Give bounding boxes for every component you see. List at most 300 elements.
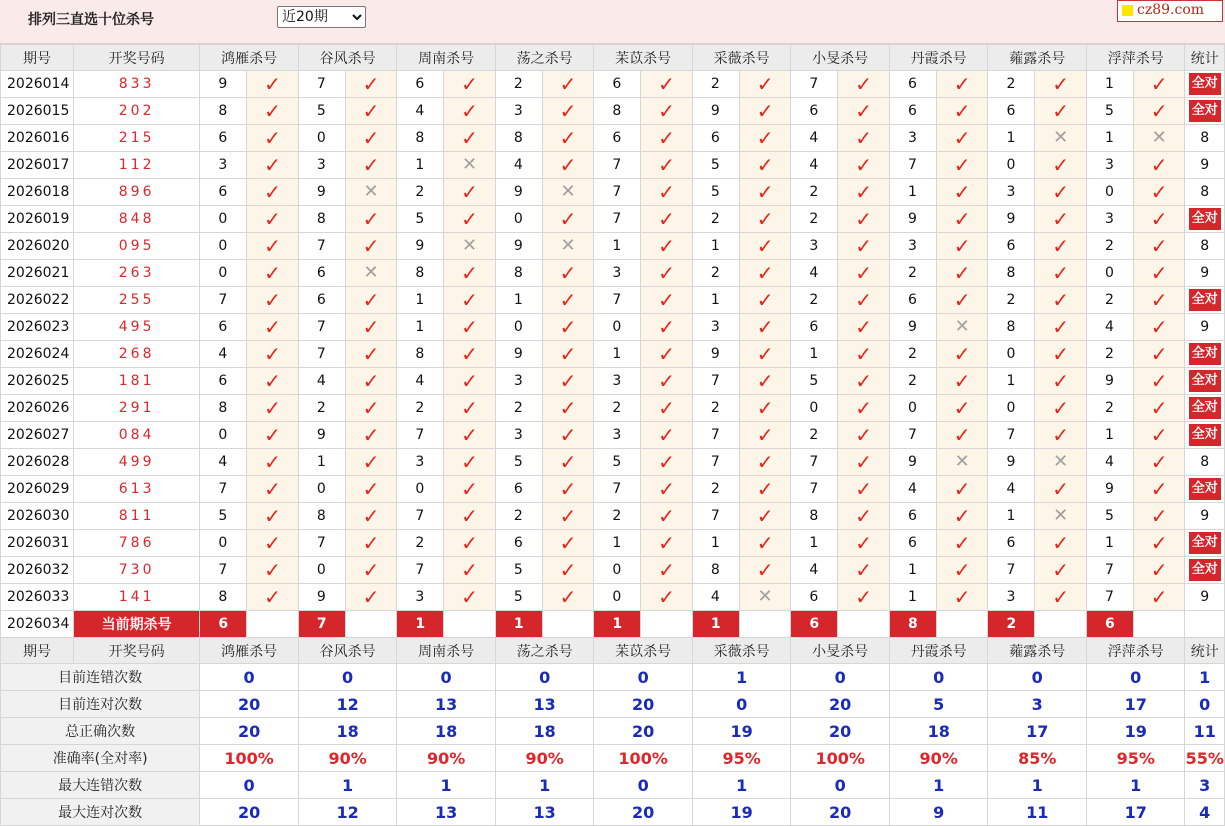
check-icon: ✓ <box>953 287 971 312</box>
result-cell <box>641 314 693 341</box>
result-cell <box>1133 422 1185 449</box>
kill-number-cell: 5 <box>791 368 838 395</box>
result-cell <box>542 260 594 287</box>
check-icon: ✓ <box>461 206 478 231</box>
result-cell <box>641 179 693 206</box>
drawn-number-cell: 112 <box>73 152 199 179</box>
issue-cell: 2026024 <box>1 341 74 368</box>
check-icon: ✓ <box>264 584 281 609</box>
check-icon: ✓ <box>658 314 675 339</box>
summary-value: 85% <box>988 745 1087 772</box>
stat-count: 8 <box>1200 238 1210 254</box>
check-icon: ✓ <box>1052 233 1069 258</box>
period-select[interactable] <box>277 6 366 28</box>
kill-number-cell: 1 <box>988 368 1035 395</box>
summary-value: 0 <box>1086 664 1185 691</box>
table-row <box>1 179 1225 206</box>
check-icon: ✓ <box>756 314 774 339</box>
check-icon: ✓ <box>1052 260 1069 285</box>
result-cell <box>1133 71 1185 98</box>
kill-number-cell: 2 <box>692 71 739 98</box>
check-icon: ✓ <box>855 557 872 582</box>
result-cell <box>345 314 397 341</box>
kill-number-cell: 6 <box>988 98 1035 125</box>
kill-number-cell: 5 <box>594 449 641 476</box>
result-cell <box>444 584 496 611</box>
check-icon: ✓ <box>1052 395 1069 420</box>
kill-number-cell: 7 <box>692 368 739 395</box>
summary-value: 0 <box>298 664 397 691</box>
check-icon: ✓ <box>855 233 872 258</box>
check-icon: ✓ <box>362 206 380 231</box>
cross-icon: ✕ <box>363 262 379 283</box>
result-cell <box>345 449 397 476</box>
check-icon: ✓ <box>559 476 577 501</box>
kill-number-cell: 9 <box>495 233 542 260</box>
result-cell <box>641 395 693 422</box>
col-header-expert: 蕹露杀号 <box>988 45 1087 71</box>
kill-number-cell: 2 <box>791 422 838 449</box>
kill-number-cell: 7 <box>791 71 838 98</box>
kill-number-cell: 2 <box>988 71 1035 98</box>
stat-cell <box>1185 449 1225 476</box>
kill-number-cell: 8 <box>298 206 345 233</box>
result-cell <box>247 71 299 98</box>
issue-cell: 2026027 <box>1 422 74 449</box>
result-cell <box>542 449 594 476</box>
result-cell <box>641 368 693 395</box>
check-icon: ✓ <box>953 125 971 150</box>
result-cell <box>936 179 988 206</box>
result-cell <box>936 449 988 476</box>
current-kill-number: 6 <box>1086 611 1133 638</box>
kill-number-cell: 3 <box>1086 206 1133 233</box>
check-icon: ✓ <box>362 422 380 447</box>
result-cell <box>739 125 791 152</box>
result-cell <box>739 476 791 503</box>
result-cell <box>1035 179 1087 206</box>
kill-number-cell: 1 <box>1086 422 1133 449</box>
check-icon: ✓ <box>1150 449 1168 474</box>
col-header-expert: 谷风杀号 <box>298 638 397 664</box>
check-icon: ✓ <box>1052 476 1069 501</box>
kill-number-cell: 1 <box>397 287 444 314</box>
check-icon: ✓ <box>953 179 971 204</box>
check-icon: ✓ <box>756 530 774 555</box>
check-icon: ✓ <box>1150 287 1168 312</box>
result-cell <box>247 368 299 395</box>
result-cell <box>345 71 397 98</box>
summary-value: 13 <box>495 799 594 826</box>
summary-value: 19 <box>692 799 791 826</box>
check-icon: ✓ <box>1052 71 1069 96</box>
kill-number-cell: 3 <box>1086 152 1133 179</box>
check-icon: ✓ <box>756 368 774 393</box>
kill-number-cell: 0 <box>200 530 247 557</box>
result-cell <box>247 179 299 206</box>
result-cell <box>936 260 988 287</box>
summary-value: 0 <box>791 772 890 799</box>
result-cell <box>1133 368 1185 395</box>
summary-value: 20 <box>594 799 693 826</box>
kill-number-cell: 1 <box>692 287 739 314</box>
kill-number-cell: 2 <box>495 71 542 98</box>
kill-number-cell: 4 <box>495 152 542 179</box>
summary-value: 100% <box>200 745 299 772</box>
summary-label: 目前连对次数 <box>1 691 200 718</box>
summary-value: 1 <box>988 772 1087 799</box>
summary-value: 20 <box>200 718 299 745</box>
cross-icon: ✕ <box>757 586 773 607</box>
summary-value: 17 <box>1086 799 1185 826</box>
stat-cell <box>1185 206 1225 233</box>
check-icon: ✓ <box>756 395 774 420</box>
check-icon: ✓ <box>658 71 675 96</box>
check-icon: ✓ <box>953 557 971 582</box>
kill-number-cell: 6 <box>889 503 936 530</box>
kill-number-cell: 6 <box>889 287 936 314</box>
kill-number-cell: 1 <box>988 503 1035 530</box>
kill-number-cell: 8 <box>495 125 542 152</box>
all-right-badge: 全对 <box>1189 424 1221 446</box>
summary-value: 20 <box>791 799 890 826</box>
table-row <box>1 287 1225 314</box>
result-cell <box>247 125 299 152</box>
check-icon: ✓ <box>756 98 774 123</box>
current-kill-label: 当前期杀号 <box>73 611 199 638</box>
drawn-number-cell: 268 <box>73 341 199 368</box>
drawn-number-cell: 613 <box>73 476 199 503</box>
current-empty-cell <box>345 611 397 638</box>
check-icon: ✓ <box>953 476 971 501</box>
issue-cell: 2026028 <box>1 449 74 476</box>
kill-number-cell: 6 <box>200 179 247 206</box>
check-icon: ✓ <box>264 368 281 393</box>
check-icon: ✓ <box>756 341 774 366</box>
summary-value: 0 <box>692 691 791 718</box>
stat-cell <box>1185 503 1225 530</box>
kill-number-cell: 2 <box>298 395 345 422</box>
kill-number-cell: 9 <box>988 206 1035 233</box>
kill-number-cell: 8 <box>397 260 444 287</box>
drawn-number-cell: 255 <box>73 287 199 314</box>
kill-number-cell: 8 <box>397 125 444 152</box>
stat-cell <box>1185 584 1225 611</box>
kill-number-cell: 1 <box>889 179 936 206</box>
check-icon: ✓ <box>559 287 577 312</box>
check-icon: ✓ <box>658 530 675 555</box>
result-cell <box>542 530 594 557</box>
check-icon: ✓ <box>1150 98 1168 123</box>
check-icon: ✓ <box>855 395 872 420</box>
kill-number-cell: 7 <box>594 287 641 314</box>
kill-number-cell: 3 <box>298 152 345 179</box>
check-icon: ✓ <box>953 152 971 177</box>
result-cell <box>444 206 496 233</box>
result-cell <box>247 557 299 584</box>
check-icon: ✓ <box>264 314 281 339</box>
check-icon: ✓ <box>953 584 971 609</box>
check-icon: ✓ <box>1052 584 1069 609</box>
table-row <box>1 422 1225 449</box>
result-cell <box>444 233 496 260</box>
result-cell <box>1133 125 1185 152</box>
col-header-expert: 浮萍杀号 <box>1086 45 1185 71</box>
result-cell <box>444 260 496 287</box>
summary-value: 12 <box>298 691 397 718</box>
result-cell <box>936 503 988 530</box>
check-icon: ✓ <box>855 152 872 177</box>
kill-number-cell: 8 <box>200 395 247 422</box>
table-row <box>1 368 1225 395</box>
result-cell <box>936 152 988 179</box>
kill-number-cell: 6 <box>298 260 345 287</box>
table-row <box>1 233 1225 260</box>
check-icon: ✓ <box>362 314 380 339</box>
kill-number-cell: 4 <box>889 476 936 503</box>
kill-number-cell: 2 <box>397 395 444 422</box>
kill-number-cell: 1 <box>988 125 1035 152</box>
check-icon: ✓ <box>461 395 478 420</box>
issue-cell: 2026015 <box>1 98 74 125</box>
cross-icon: ✕ <box>1053 505 1069 526</box>
kill-number-cell: 0 <box>200 233 247 260</box>
kill-number-cell: 8 <box>298 503 345 530</box>
check-icon: ✓ <box>264 179 281 204</box>
kill-number-cell: 0 <box>889 395 936 422</box>
result-cell <box>641 530 693 557</box>
result-cell <box>936 584 988 611</box>
issue-cell: 2026019 <box>1 206 74 233</box>
check-icon: ✓ <box>658 584 675 609</box>
kill-number-cell: 0 <box>200 260 247 287</box>
current-empty-cell <box>247 611 299 638</box>
result-cell <box>542 314 594 341</box>
kill-number-cell: 5 <box>692 179 739 206</box>
result-cell <box>444 368 496 395</box>
result-cell <box>641 449 693 476</box>
result-cell <box>641 152 693 179</box>
kill-number-cell: 2 <box>1086 395 1133 422</box>
result-cell <box>444 395 496 422</box>
result-cell <box>444 314 496 341</box>
kill-number-cell: 5 <box>1086 98 1133 125</box>
kill-number-cell: 7 <box>692 449 739 476</box>
kill-number-cell: 3 <box>495 368 542 395</box>
result-cell <box>345 233 397 260</box>
check-icon: ✓ <box>1150 395 1168 420</box>
check-icon: ✓ <box>1052 341 1069 366</box>
stat-cell <box>1185 530 1225 557</box>
summary-value: 1 <box>397 772 496 799</box>
check-icon: ✓ <box>756 206 774 231</box>
col-header-issue: 期号 <box>1 45 74 71</box>
summary-value: 100% <box>791 745 890 772</box>
check-icon: ✓ <box>264 530 281 555</box>
result-cell <box>936 287 988 314</box>
kill-number-cell: 5 <box>495 557 542 584</box>
result-cell <box>345 395 397 422</box>
kill-number-cell: 7 <box>298 233 345 260</box>
table-row <box>1 503 1225 530</box>
kill-number-cell: 6 <box>298 287 345 314</box>
col-header-expert: 谷风杀号 <box>298 45 397 71</box>
current-kill-number: 1 <box>495 611 542 638</box>
kill-number-cell: 9 <box>692 341 739 368</box>
result-cell <box>838 422 890 449</box>
check-icon: ✓ <box>1150 503 1168 528</box>
check-icon: ✓ <box>461 98 478 123</box>
summary-value: 20 <box>594 718 693 745</box>
kill-number-cell: 7 <box>594 476 641 503</box>
kill-number-cell: 4 <box>791 152 838 179</box>
table-row <box>1 341 1225 368</box>
kill-number-cell: 1 <box>1086 530 1133 557</box>
all-right-badge: 全对 <box>1189 559 1221 581</box>
check-icon: ✓ <box>855 314 872 339</box>
summary-row <box>1 691 1225 718</box>
check-icon: ✓ <box>559 368 577 393</box>
stat-cell <box>1185 71 1225 98</box>
result-cell <box>444 152 496 179</box>
result-cell <box>345 422 397 449</box>
kill-number-cell: 0 <box>298 476 345 503</box>
check-icon: ✓ <box>559 584 577 609</box>
summary-value: 90% <box>889 745 988 772</box>
result-cell <box>1035 314 1087 341</box>
all-right-badge: 全对 <box>1189 289 1221 311</box>
check-icon: ✓ <box>1052 557 1069 582</box>
cross-icon: ✕ <box>954 316 970 337</box>
table-row <box>1 557 1225 584</box>
summary-value: 12 <box>298 799 397 826</box>
result-cell <box>739 557 791 584</box>
check-icon: ✓ <box>953 206 971 231</box>
current-empty-cell <box>1133 611 1185 638</box>
result-cell <box>838 584 890 611</box>
issue-cell: 2026031 <box>1 530 74 557</box>
kill-number-cell: 7 <box>692 503 739 530</box>
summary-value: 19 <box>1086 718 1185 745</box>
issue-cell: 2026014 <box>1 71 74 98</box>
kill-number-cell: 3 <box>791 233 838 260</box>
check-icon: ✓ <box>1150 206 1168 231</box>
result-cell <box>838 71 890 98</box>
kill-number-cell: 2 <box>988 287 1035 314</box>
kill-number-cell: 9 <box>298 179 345 206</box>
result-cell <box>542 422 594 449</box>
result-cell <box>444 422 496 449</box>
result-cell <box>345 152 397 179</box>
check-icon: ✓ <box>559 395 577 420</box>
check-icon: ✓ <box>264 341 281 366</box>
result-cell <box>739 530 791 557</box>
check-icon: ✓ <box>756 422 774 447</box>
summary-stat-value: 4 <box>1185 799 1225 826</box>
kill-number-cell: 1 <box>594 341 641 368</box>
result-cell <box>1133 233 1185 260</box>
summary-value: 13 <box>397 691 496 718</box>
check-icon: ✓ <box>559 449 577 474</box>
check-icon: ✓ <box>953 71 971 96</box>
brand-logo[interactable] <box>1117 0 1223 22</box>
check-icon: ✓ <box>264 287 281 312</box>
check-icon: ✓ <box>855 125 872 150</box>
table-row <box>1 98 1225 125</box>
kill-number-cell: 9 <box>298 422 345 449</box>
result-cell <box>936 476 988 503</box>
summary-label: 准确率(全对率) <box>1 745 200 772</box>
result-cell <box>247 395 299 422</box>
kill-number-cell: 7 <box>1086 584 1133 611</box>
check-icon: ✓ <box>1052 422 1069 447</box>
kill-number-cell: 7 <box>889 152 936 179</box>
result-cell <box>345 287 397 314</box>
check-icon: ✓ <box>461 557 478 582</box>
stat-count: 9 <box>1200 589 1210 605</box>
result-cell <box>739 206 791 233</box>
drawn-number-cell: 786 <box>73 530 199 557</box>
check-icon: ✓ <box>953 233 971 258</box>
summary-value: 90% <box>495 745 594 772</box>
summary-value: 13 <box>495 691 594 718</box>
check-icon: ✓ <box>953 260 971 285</box>
kill-number-cell: 1 <box>397 314 444 341</box>
result-cell <box>838 341 890 368</box>
check-icon: ✓ <box>461 503 478 528</box>
current-kill-number: 6 <box>200 611 247 638</box>
kill-number-cell: 6 <box>200 125 247 152</box>
kill-number-cell: 0 <box>988 395 1035 422</box>
result-cell <box>1035 476 1087 503</box>
kill-number-cell: 9 <box>889 314 936 341</box>
kill-number-cell: 2 <box>495 503 542 530</box>
result-cell <box>838 314 890 341</box>
kill-number-cell: 7 <box>397 422 444 449</box>
result-cell <box>739 449 791 476</box>
kill-number-cell: 3 <box>988 179 1035 206</box>
drawn-number-cell: 181 <box>73 368 199 395</box>
summary-value: 18 <box>397 718 496 745</box>
summary-value: 95% <box>1086 745 1185 772</box>
table-row <box>1 395 1225 422</box>
kill-number-cell: 1 <box>791 530 838 557</box>
result-cell <box>1035 152 1087 179</box>
col-header-stat: 统计 <box>1185 45 1225 71</box>
kill-number-cell: 6 <box>889 530 936 557</box>
summary-value: 19 <box>692 718 791 745</box>
result-cell <box>542 584 594 611</box>
summary-value: 0 <box>594 664 693 691</box>
current-empty-cell <box>542 611 594 638</box>
check-icon: ✓ <box>461 179 478 204</box>
kill-number-cell: 1 <box>1086 125 1133 152</box>
stat-count: 9 <box>1200 508 1210 524</box>
check-icon: ✓ <box>658 395 675 420</box>
table-row <box>1 260 1225 287</box>
kill-number-cell: 0 <box>594 557 641 584</box>
kill-number-cell: 6 <box>791 314 838 341</box>
kill-number-cell: 3 <box>988 584 1035 611</box>
result-cell <box>739 422 791 449</box>
kill-number-cell: 1 <box>692 530 739 557</box>
issue-cell: 2026026 <box>1 395 74 422</box>
kill-number-cell: 4 <box>200 341 247 368</box>
kill-number-cell: 0 <box>200 422 247 449</box>
result-cell <box>542 476 594 503</box>
stat-cell <box>1185 179 1225 206</box>
check-icon: ✓ <box>264 233 281 258</box>
